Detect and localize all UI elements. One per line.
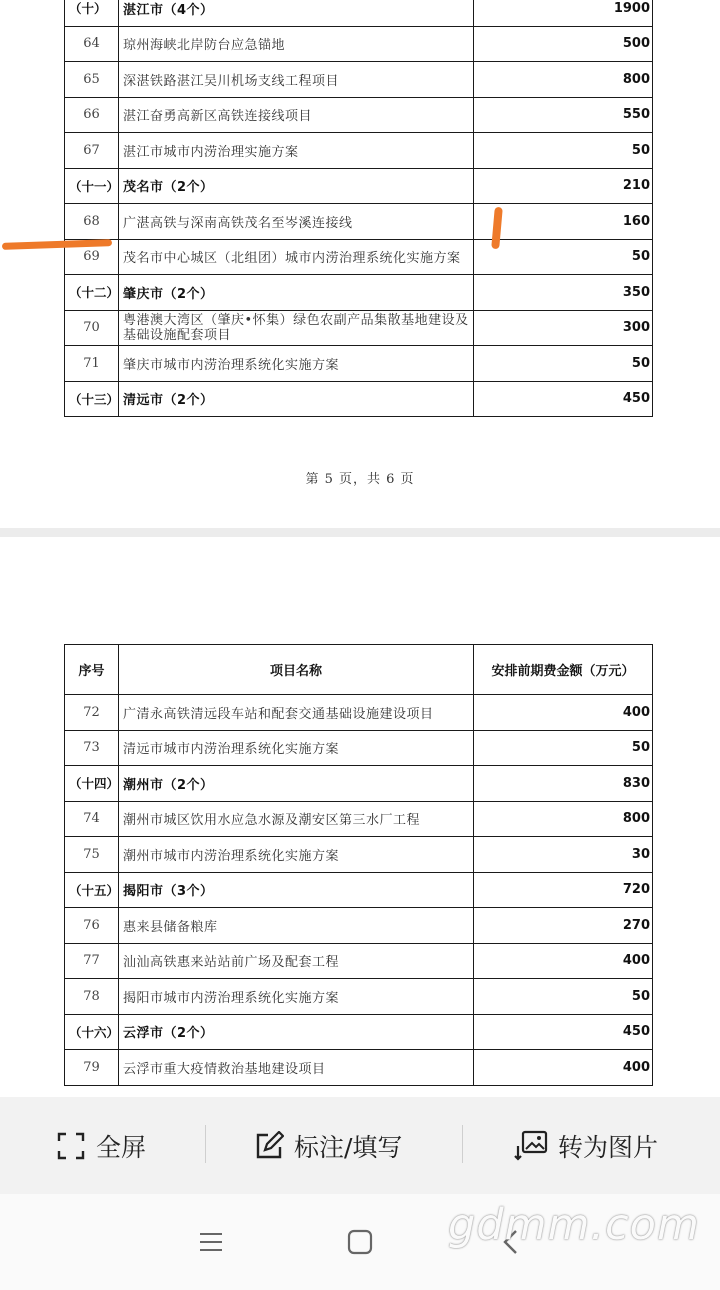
row-number: 68 bbox=[65, 204, 119, 240]
table-row bbox=[65, 310, 653, 346]
table-group-row bbox=[65, 275, 653, 311]
row-amount: 160 bbox=[474, 204, 653, 240]
row-project-name: 茂名市中心城区（北组团）城市内涝治理系统化实施方案 bbox=[119, 239, 474, 275]
row-amount: 450 bbox=[474, 1014, 653, 1050]
document-page-6 bbox=[0, 537, 720, 1117]
row-number: 71 bbox=[65, 346, 119, 382]
row-project-name: 粤港澳大湾区（肇庆•怀集）绿色农副产品集散基地建设及基础设施配套项目 bbox=[119, 310, 474, 346]
row-amount: 50 bbox=[474, 979, 653, 1015]
row-number: 64 bbox=[65, 26, 119, 62]
table-row bbox=[65, 730, 653, 766]
page-gap bbox=[0, 528, 720, 537]
watermark: gdmm.com bbox=[448, 1200, 700, 1250]
table-row bbox=[65, 346, 653, 382]
row-project-name: 广湛高铁与深南高铁茂名至岑溪连接线 bbox=[119, 204, 474, 240]
row-project-name: 深湛铁路湛江吴川机场支线工程项目 bbox=[119, 62, 474, 98]
table-row bbox=[65, 943, 653, 979]
row-project-name: 云浮市重大疫情救治基地建设项目 bbox=[119, 1050, 474, 1086]
table-row bbox=[65, 97, 653, 133]
row-project-name: 惠来县储备粮库 bbox=[119, 908, 474, 944]
row-project-name: 汕汕高铁惠来站站前广场及配套工程 bbox=[119, 943, 474, 979]
row-project-name: 肇庆市城市内涝治理系统化实施方案 bbox=[119, 346, 474, 382]
row-project-name: 琼州海峡北岸防台应急锚地 bbox=[119, 26, 474, 62]
row-amount: 800 bbox=[474, 62, 653, 98]
table-group-row bbox=[65, 381, 653, 417]
row-amount: 400 bbox=[474, 1050, 653, 1086]
row-amount: 830 bbox=[474, 766, 653, 802]
table-row bbox=[65, 801, 653, 837]
row-project-name: 湛江市城市内涝治理实施方案 bbox=[119, 133, 474, 169]
fullscreen-button[interactable] bbox=[56, 1097, 146, 1194]
row-amount: 50 bbox=[474, 133, 653, 169]
annotate-button[interactable] bbox=[254, 1097, 402, 1194]
header-name: 项目名称 bbox=[119, 645, 474, 695]
row-number: 78 bbox=[65, 979, 119, 1015]
header-amount: 安排前期费金额（万元） bbox=[474, 645, 653, 695]
row-number: 65 bbox=[65, 62, 119, 98]
table-header-row bbox=[65, 645, 653, 695]
row-amount: 30 bbox=[474, 837, 653, 873]
table-row bbox=[65, 979, 653, 1015]
row-project-name: 云浮市（2个） bbox=[119, 1014, 474, 1050]
row-amount: 300 bbox=[474, 310, 653, 346]
row-amount: 800 bbox=[474, 801, 653, 837]
row-amount: 500 bbox=[474, 26, 653, 62]
convert-image-icon bbox=[514, 1130, 548, 1162]
row-project-name: 潮州市（2个） bbox=[119, 766, 474, 802]
row-amount: 50 bbox=[474, 730, 653, 766]
table-row bbox=[65, 26, 653, 62]
row-number: 75 bbox=[65, 837, 119, 873]
table-row bbox=[65, 239, 653, 275]
row-amount: 210 bbox=[474, 168, 653, 204]
row-amount: 1900 bbox=[474, 0, 653, 26]
row-number: 74 bbox=[65, 801, 119, 837]
row-amount: 270 bbox=[474, 908, 653, 944]
row-amount: 550 bbox=[474, 97, 653, 133]
row-number: （十二） bbox=[65, 275, 119, 311]
toolbar-divider bbox=[462, 1125, 463, 1163]
fullscreen-icon bbox=[56, 1131, 86, 1161]
row-number: （十一） bbox=[65, 168, 119, 204]
row-number: 79 bbox=[65, 1050, 119, 1086]
row-number: 76 bbox=[65, 908, 119, 944]
row-amount: 350 bbox=[474, 275, 653, 311]
row-number: 70 bbox=[65, 310, 119, 346]
row-project-name: 揭阳市城市内涝治理系统化实施方案 bbox=[119, 979, 474, 1015]
table-row bbox=[65, 133, 653, 169]
header-num: 序号 bbox=[65, 645, 119, 695]
row-number: 72 bbox=[65, 695, 119, 731]
project-table-page-6 bbox=[64, 644, 653, 1086]
row-project-name: 湛江市（4个） bbox=[119, 0, 474, 26]
row-project-name: 揭阳市（3个） bbox=[119, 872, 474, 908]
edit-icon bbox=[254, 1131, 284, 1161]
row-project-name: 广清永高铁清远段车站和配套交通基础设施建设项目 bbox=[119, 695, 474, 731]
row-number: 73 bbox=[65, 730, 119, 766]
annotate-label: 标注/填写 bbox=[294, 1132, 403, 1162]
project-table-page-5 bbox=[64, 0, 653, 417]
table-row bbox=[65, 62, 653, 98]
row-number: 67 bbox=[65, 133, 119, 169]
row-number: 77 bbox=[65, 943, 119, 979]
row-amount: 720 bbox=[474, 872, 653, 908]
table-row bbox=[65, 695, 653, 731]
row-amount: 50 bbox=[474, 346, 653, 382]
row-number: 66 bbox=[65, 97, 119, 133]
row-project-name: 清远市（2个） bbox=[119, 381, 474, 417]
bottom-toolbar bbox=[0, 1097, 720, 1194]
row-project-name: 潮州市城市内涝治理系统化实施方案 bbox=[119, 837, 474, 873]
table-group-row bbox=[65, 0, 653, 26]
row-amount: 50 bbox=[474, 239, 653, 275]
table-row bbox=[65, 837, 653, 873]
row-number: 69 bbox=[65, 239, 119, 275]
row-number: （十） bbox=[65, 0, 119, 26]
row-number: （十四） bbox=[65, 766, 119, 802]
to-image-button[interactable] bbox=[514, 1097, 658, 1194]
table-row bbox=[65, 1050, 653, 1086]
row-number: （十六） bbox=[65, 1014, 119, 1050]
row-project-name: 湛江奋勇高新区高铁连接线项目 bbox=[119, 97, 474, 133]
row-number: （十三） bbox=[65, 381, 119, 417]
row-project-name: 肇庆市（2个） bbox=[119, 275, 474, 311]
row-project-name: 潮州市城区饮用水应急水源及潮安区第三水厂工程 bbox=[119, 801, 474, 837]
row-project-name: 茂名市（2个） bbox=[119, 168, 474, 204]
menu-icon[interactable] bbox=[193, 1224, 229, 1260]
row-number: （十五） bbox=[65, 872, 119, 908]
home-icon[interactable] bbox=[342, 1224, 378, 1260]
to-image-label: 转为图片 bbox=[558, 1132, 659, 1162]
table-group-row bbox=[65, 168, 653, 204]
page-footer: 第 5 页，共 6 页 bbox=[305, 472, 415, 487]
row-project-name: 清远市城市内涝治理系统化实施方案 bbox=[119, 730, 474, 766]
toolbar-divider bbox=[205, 1125, 206, 1163]
table-row bbox=[65, 908, 653, 944]
table-group-row bbox=[65, 1014, 653, 1050]
table-group-row bbox=[65, 766, 653, 802]
fullscreen-label: 全屏 bbox=[96, 1132, 147, 1162]
table-group-row bbox=[65, 872, 653, 908]
table-row bbox=[65, 204, 653, 240]
document-page-5 bbox=[0, 0, 720, 528]
row-amount: 450 bbox=[474, 381, 653, 417]
row-amount: 400 bbox=[474, 943, 653, 979]
row-amount: 400 bbox=[474, 695, 653, 731]
